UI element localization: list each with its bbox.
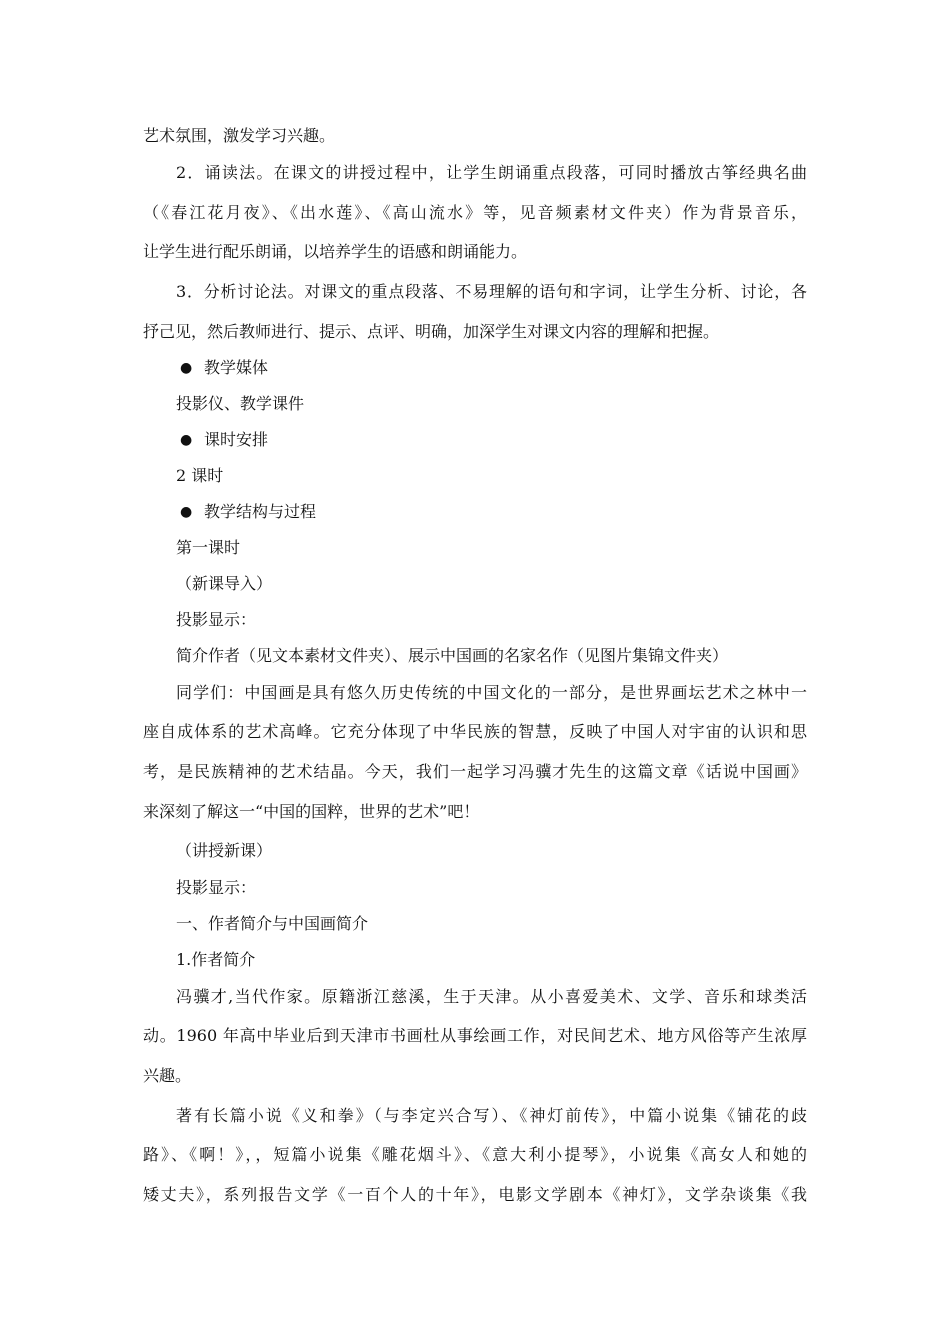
section-heading: 课时安排: [204, 430, 269, 449]
bullet-icon: ●: [180, 432, 193, 448]
bullet-icon: ●: [180, 360, 193, 376]
text-line: 著有长篇小说《义和拳》（与李定兴合写）、《神灯前传》，中篇小说集《铺花的歧: [176, 1106, 807, 1125]
text-line: 考，是民族精神的艺术结晶。今天，我们一起学习冯骥才先生的这篇文章《话说中国画》: [143, 762, 807, 781]
text-line: （《春江花月夜》、《出水莲》、《高山流水》等，见音频素材文件夹）作为背景音乐，: [143, 203, 807, 222]
text-line: 冯骥才,当代作家。原籍浙江慈溪，生于天津。从小喜爱美术、文学、音乐和球类活: [176, 987, 807, 1006]
text-line: 投影显示：: [176, 610, 257, 629]
text-line: 2 课时: [176, 466, 224, 485]
text-line: 投影显示：: [176, 878, 257, 897]
text-line: 抒己见，然后教师进行、提示、点评、明确，加深学生对课文内容的理解和把握。: [143, 322, 720, 341]
text-line: 矮丈夫》，系列报告文学《一百个人的十年》，电影文学剧本《神灯》，文学杂谈集《我: [143, 1185, 807, 1204]
section-heading: 教学结构与过程: [204, 502, 317, 521]
text-line: （新课导入）: [176, 574, 273, 593]
text-line: 一、作者简介与中国画简介: [176, 914, 369, 933]
bullet-icon: ●: [180, 504, 193, 520]
text-line: 来深刻了解这一“中国的国粹，世界的艺术”吧！: [143, 802, 480, 821]
text-line: 1.作者简介: [176, 950, 256, 969]
text-line: 艺术氛围，激发学习兴趣。: [143, 126, 336, 145]
text-line: 第一课时: [176, 538, 241, 557]
text-line: 路》、《啊！》，，短篇小说集《雕花烟斗》、《意大利小提琴》，小说集《高女人和她的: [143, 1145, 807, 1164]
text-line: 2．诵读法。在课文的讲授过程中，让学生朗诵重点段落，可同时播放古筝经典名曲: [176, 163, 807, 182]
text-line: 动。1960 年高中毕业后到天津市书画杜从事绘画工作，对民间艺术、地方风俗等产生浓厚: [143, 1026, 807, 1045]
text-line: 投影仪、教学课件: [176, 394, 305, 413]
text-line: 让学生进行配乐朗诵，以培养学生的语感和朗诵能力。: [143, 242, 528, 261]
text-line: 兴趣。: [143, 1066, 192, 1085]
text-line: 同学们：中国画是具有悠久历史传统的中国文化的一部分，是世界画坛艺术之林中一: [176, 683, 807, 702]
text-line: 简介作者（见文本素材文件夹）、展示中国画的名家名作（见图片集锦文件夹）: [176, 646, 729, 665]
section-heading: 教学媒体: [204, 358, 269, 377]
text-line: 座自成体系的艺术高峰。它充分体现了中华民族的智慧，反映了中国人对宇宙的认识和思: [143, 722, 807, 741]
text-line: 3．分析讨论法。对课文的重点段落、不易理解的语句和字词，让学生分析、讨论，各: [176, 282, 807, 301]
text-line: （讲授新课）: [176, 841, 273, 860]
